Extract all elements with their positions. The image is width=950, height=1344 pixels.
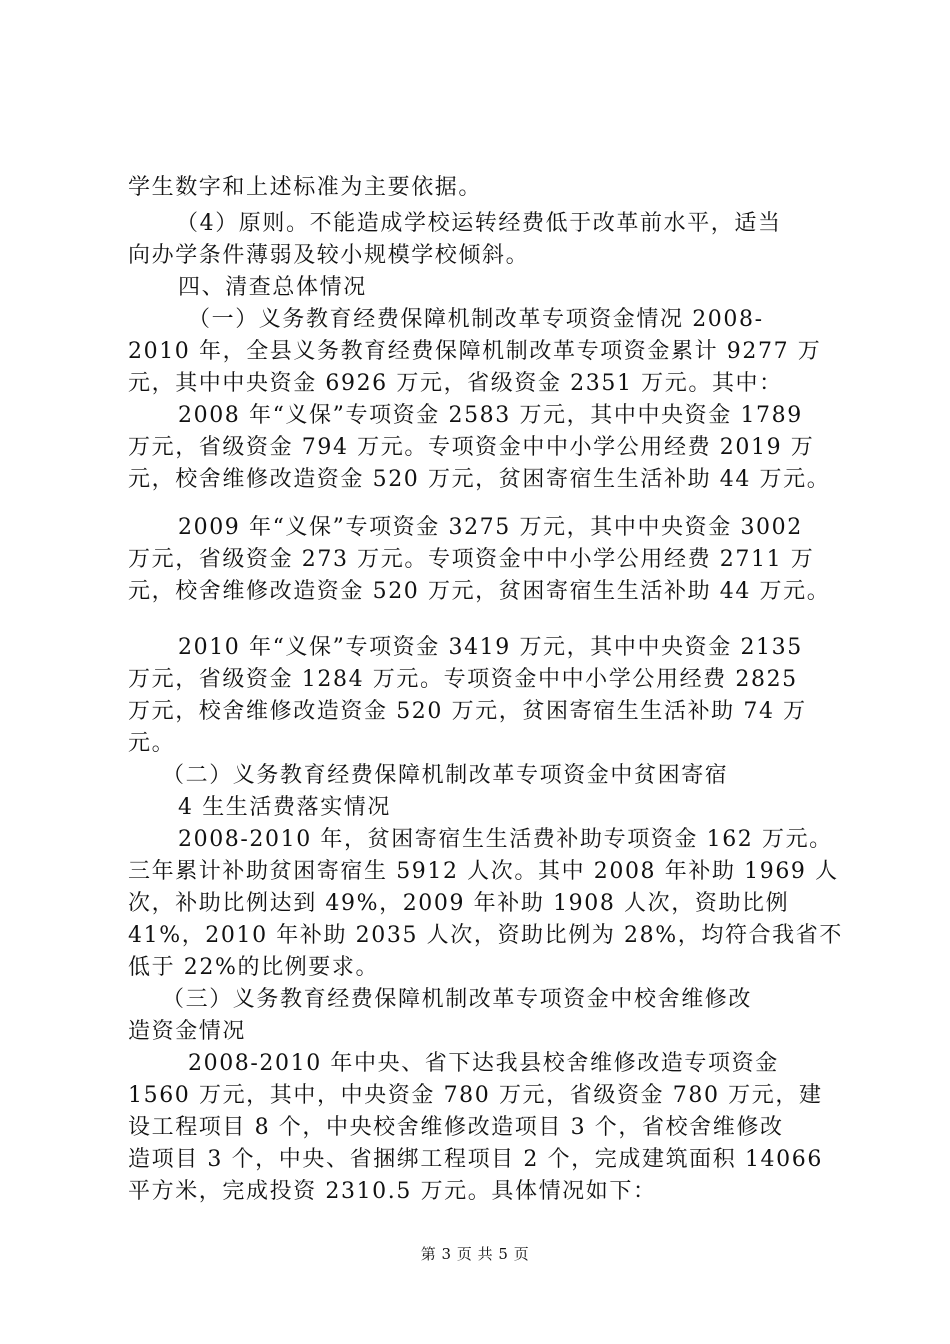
text-line: 元，校舍维修改造资金 520 万元，贫困寄宿生生活补助 44 万元。 <box>128 467 831 492</box>
section-heading: 四、清查总体情况 <box>178 275 367 300</box>
text-line: 低于 22%的比例要求。 <box>128 955 380 980</box>
subsection-heading: （三）义务教育经费保障机制改革专项资金中校舍维修改 <box>162 987 753 1012</box>
text-line: 元。 <box>128 731 176 756</box>
text-line: 2010 年“义保”专项资金 3419 万元，其中中央资金 2135 <box>178 635 803 660</box>
text-line: 元，其中中央资金 6926 万元，省级资金 2351 万元。其中： <box>128 371 783 396</box>
text-line: 2010 年，全县义务教育经费保障机制改革专项资金累计 9277 万 <box>128 339 822 364</box>
text-line: 万元，省级资金 1284 万元。专项资金中中小学公用经费 2825 <box>128 667 798 692</box>
text-line: 1560 万元，其中，中央资金 780 万元，省级资金 780 万元，建 <box>128 1083 823 1108</box>
text-line: 学生数字和上述标准为主要依据。 <box>128 175 483 200</box>
text-line: 三年累计补助贫困寄宿生 5912 人次。其中 2008 年补助 1969 人 <box>128 859 839 884</box>
text-line: 造项目 3 个，中央、省捆绑工程项目 2 个，完成建筑面积 14066 <box>128 1147 823 1172</box>
text-line: 2008 年“义保”专项资金 2583 万元，其中中央资金 1789 <box>178 403 803 428</box>
text-line: 平方米，完成投资 2310.5 万元。具体情况如下： <box>128 1179 657 1204</box>
page-footer: 第 3 页 共 5 页 <box>420 1245 530 1263</box>
subsection-heading: 4 生生活费落实情况 <box>178 795 391 820</box>
text-line: 2009 年“义保”专项资金 3275 万元，其中中央资金 3002 <box>178 515 803 540</box>
text-line: 2008-2010 年中央、省下达我县校舍维修改造专项资金 <box>188 1051 779 1076</box>
text-line: 元，校舍维修改造资金 520 万元，贫困寄宿生生活补助 44 万元。 <box>128 579 831 604</box>
text-line: 设工程项目 8 个，中央校舍维修改造项目 3 个，省校舍维修改 <box>128 1115 784 1140</box>
text-line: 次，补助比例达到 49%，2009 年补助 1908 人次，资助比例 <box>128 891 790 916</box>
text-line: 向办学条件薄弱及较小规模学校倾斜。 <box>128 243 530 268</box>
text-line: （4）原则。不能造成学校运转经费低于改革前水平，适当 <box>176 211 782 236</box>
text-line: 万元，省级资金 794 万元。专项资金中中小学公用经费 2019 万 <box>128 435 815 460</box>
subsection-heading: （二）义务教育经费保障机制改革专项资金中贫困寄宿 <box>162 763 729 788</box>
subsection-heading: （一）义务教育经费保障机制改革专项资金情况 2008- <box>188 307 764 332</box>
text-line: 2008-2010 年，贫困寄宿生生活费补助专项资金 162 万元。 <box>178 827 833 852</box>
text-line: 41%，2010 年补助 2035 人次，资助比例为 28%，均符合我省不 <box>128 923 843 948</box>
text-line: 万元，校舍维修改造资金 520 万元，贫困寄宿生生活补助 74 万 <box>128 699 807 724</box>
text-line: 万元，省级资金 273 万元。专项资金中中小学公用经费 2711 万 <box>128 547 815 572</box>
subsection-heading: 造资金情况 <box>128 1019 247 1044</box>
